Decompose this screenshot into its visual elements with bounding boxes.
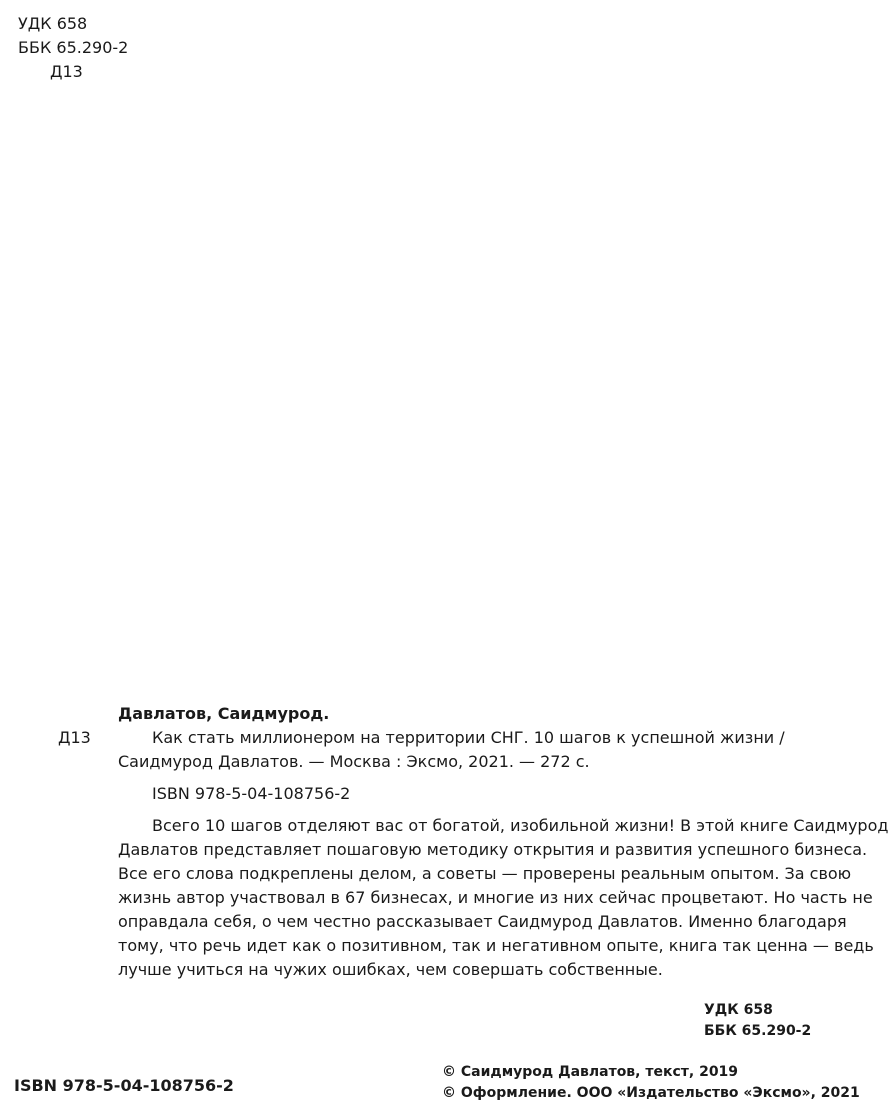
abstract-line: жизнь автор участвовал в 67 бизнесах, и многие из них сейчас процветают. Но часть не <box>118 888 873 907</box>
abstract-line: Все его слова подкреплены делом, а советы — проверены реальным опытом. За свою <box>118 864 852 883</box>
author-heading: Давлатов, Саидмурод. <box>118 704 330 723</box>
abstract-line: оправдала себя, о чем честно рассказывает Саидмурод Давлатов. Именно благодаря <box>118 912 847 931</box>
top-author-mark: Д13 <box>50 62 83 81</box>
card-bbk-code: ББК 65.290-2 <box>704 1023 812 1039</box>
card-udk-code: УДК 658 <box>704 1002 773 1018</box>
abstract-line: тому, что речь идет как о позитивном, так и негативном опыте, книга так ценна — ведь <box>118 936 874 955</box>
abstract-line: Всего 10 шагов отделяют вас от богатой, изобильной жизни! В этой книге Саидмурод <box>152 816 888 835</box>
abstract-line: лучше учиться на чужих ошибках, чем совершать собственные. <box>118 960 663 979</box>
copyright-design: © Оформление. ООО «Издательство «Эксмо», 2021 <box>442 1085 860 1101</box>
title-line-1: Как стать миллионером на территории СНГ. 10 шагов к успешной жизни / <box>152 728 785 747</box>
top-bbk-code: ББК 65.290-2 <box>18 38 129 57</box>
abstract <box>118 814 888 982</box>
copyright-text: © Саидмурод Давлатов, текст, 2019 <box>442 1064 739 1080</box>
top-udk-code: УДК 658 <box>18 14 88 33</box>
footer-isbn: ISBN 978-5-04-108756-2 <box>14 1076 234 1095</box>
abstract-line: Давлатов представляет пошаговую методику открытия и развития успешного бизнеса. <box>118 840 868 859</box>
card-author-mark: Д13 <box>58 728 91 747</box>
card-isbn: ISBN 978-5-04-108756-2 <box>152 784 351 803</box>
title-line-2: Саидмурод Давлатов. — Москва : Эксмо, 2021. — 272 с. <box>118 752 590 771</box>
